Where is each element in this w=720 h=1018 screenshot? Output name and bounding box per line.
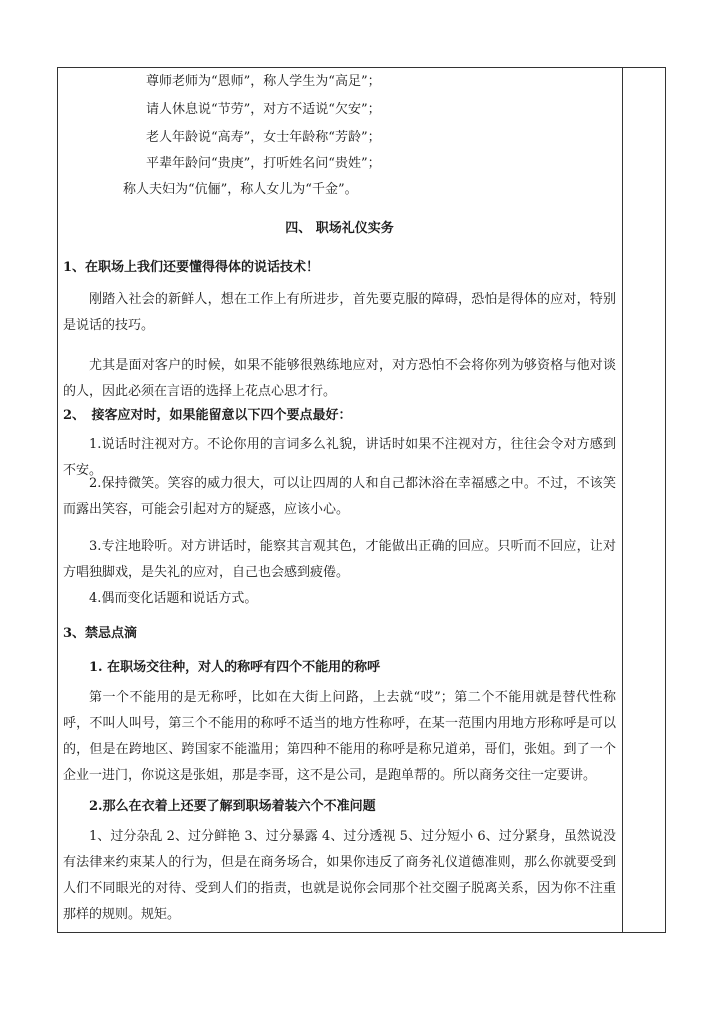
subheading-2: 2.那么在衣着上还要了解到职场着装六个不准问题 bbox=[89, 799, 376, 814]
paragraph-3: 第一个不能用的是无称呼，比如在大街上问路，上去就“哎”；第二个不能用就是替代性称呼，不叫人叫号，第三个不能用的称呼不适当的地方性称呼，在某一范围内用地方形称呼是可以的，但是在跨地区、跨国家不能滥用；第四种不能用的称呼是称兄道弟，哥们，张姐。到了一个企业一进门，你说这是张姐，那是李哥，这不是公司，是跑单帮的。所以商务交往一定要讲。 bbox=[63, 690, 616, 783]
paragraph-1: 刚踏入社会的新鲜人，想在工作上有所进步，首先要克服的障碍，恐怕是得体的应对，特别是说话的技巧。 bbox=[63, 292, 616, 333]
point-1: 1.说话时注视对方。不论你用的言词多么礼貌，讲话时如果不注视对方，往往会令对方感到不安。 bbox=[63, 437, 616, 478]
paragraph-2: 尤其是面对客户的时候，如果不能够很熟练地应对，对方恐怕不会将你列为够资格与他对谈的人，因此必须在言语的选择上花点心思才行。 bbox=[63, 358, 616, 399]
point-3: 3.专注地聆听。对方讲话时，能察其言观其色，才能做出正确的回应。只听而不回应，让对方唱独脚戏，是失礼的应对，自己也会感到疲倦。 bbox=[63, 539, 616, 580]
term-line-4: 平辈年龄问“贵庚”，打听姓名问“贵姓”； bbox=[146, 156, 381, 171]
heading-2: 2、 接客应对时，如果能留意以下四个要点最好： bbox=[63, 408, 352, 423]
paragraph-4: 1、过分杂乱 2、过分鲜艳 3、过分暴露 4、过分透视 5、过分短小 6、过分紧身，虽然说没有法律来约束某人的行为，但是在商务场合，如果你违反了商务礼仪道德准则，那么你就要受到人们不同眼光的对待、受到人们的指责，也就是说你会同那个社交圈子脱离关系，因为你不注重那样的规则。规矩。 bbox=[63, 829, 616, 922]
term-line-3: 老人年龄说“高寿”，女士年龄称“芳龄”； bbox=[146, 130, 381, 145]
section-title: 四、 职场礼仪实务 bbox=[285, 221, 394, 236]
point-2: 2.保持微笑。笑容的威力很大，可以让四周的人和自己都沐浴在幸福感之中。不过，不该笑而露出笑容，可能会引起对方的疑惑，应该小心。 bbox=[63, 476, 616, 517]
point-4: 4.偶而变化话题和说话方式。 bbox=[89, 591, 258, 606]
term-line-2: 请人休息说“节劳”，对方不适说“欠安”； bbox=[146, 102, 381, 117]
column-divider bbox=[622, 67, 623, 933]
term-line-5: 称人夫妇为“伉俪”，称人女儿为“千金”。 bbox=[123, 182, 358, 197]
subheading-1: 1. 在职场交往种，对人的称呼有四个不能用的称呼 bbox=[89, 660, 381, 675]
heading-3: 3、禁忌点滴 bbox=[63, 626, 138, 641]
heading-1: 1、在职场上我们还要懂得得体的说话技术！ bbox=[63, 260, 320, 275]
term-line-1: 尊师老师为“恩师”，称人学生为“高足”； bbox=[146, 74, 381, 89]
